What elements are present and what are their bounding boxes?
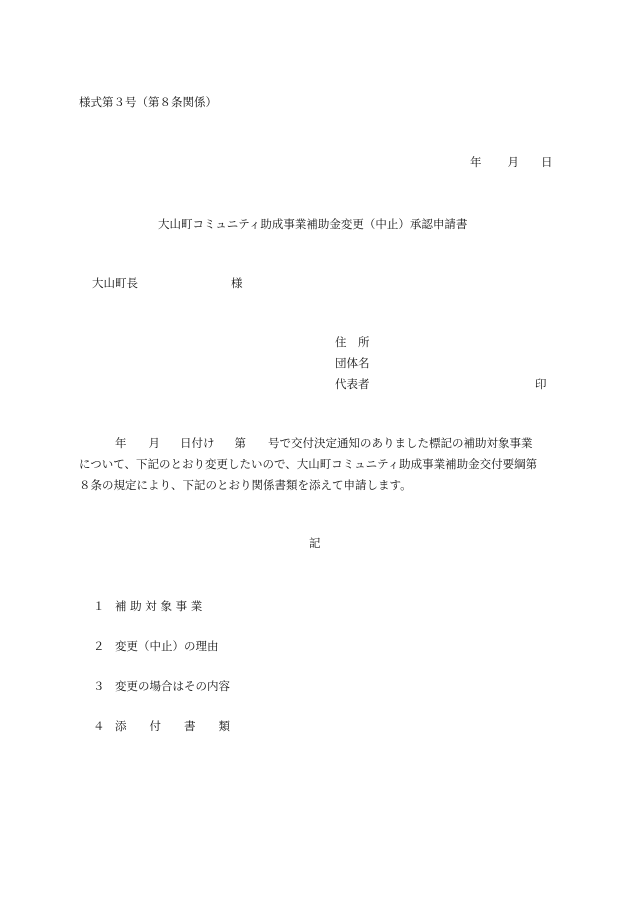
item-label: 補 助 対 象 事 業 xyxy=(115,599,203,613)
group-name-label: 団体名 xyxy=(335,356,370,370)
list-item xyxy=(93,638,219,654)
item-number: １ xyxy=(93,599,105,613)
body-dated: 日付け xyxy=(180,436,215,450)
body-dai: 第 xyxy=(234,436,246,450)
list-item xyxy=(93,598,202,614)
application-body xyxy=(79,433,569,496)
addressee-honorific: 様 xyxy=(231,276,243,290)
list-item xyxy=(93,678,230,694)
item-number: ４ xyxy=(93,719,105,733)
ki-heading: 記 xyxy=(309,536,321,550)
date-day-label: 日 xyxy=(541,155,553,169)
item-label: 添 付 書 類 xyxy=(115,719,230,733)
item-number: ３ xyxy=(93,679,105,693)
representative-label: 代表者 xyxy=(335,377,370,391)
body-line-1-text: 号で交付決定通知のありました標記の補助対象事業 xyxy=(268,436,533,450)
address-label: 住 所 xyxy=(335,335,370,349)
seal-mark: 印 xyxy=(535,377,547,391)
addressee-name: 大山町長 xyxy=(92,276,138,290)
body-line-1 xyxy=(79,433,569,454)
body-month: 月 xyxy=(148,436,160,450)
document-title: 大山町コミュニティ助成事業補助金変更（中止）承認申請書 xyxy=(158,217,468,231)
body-line-3: ８条の規定により、下記のとおり関係書類を添えて申請します。 xyxy=(79,478,412,492)
date-year-label: 年 xyxy=(470,155,482,169)
date-month-label: 月 xyxy=(507,155,519,169)
form-number: 様式第３号（第８条関係） xyxy=(79,95,217,109)
item-number: ２ xyxy=(93,639,105,653)
list-item xyxy=(93,718,230,734)
body-year: 年 xyxy=(115,436,127,450)
body-line-2: について、下記のとおり変更したいので、大山町コミュニティ助成事業補助金交付要綱第 xyxy=(79,457,538,471)
item-label: 変更の場合はその内容 xyxy=(115,679,230,693)
item-label: 変更（中止）の理由 xyxy=(115,639,219,653)
date-line xyxy=(470,157,553,169)
